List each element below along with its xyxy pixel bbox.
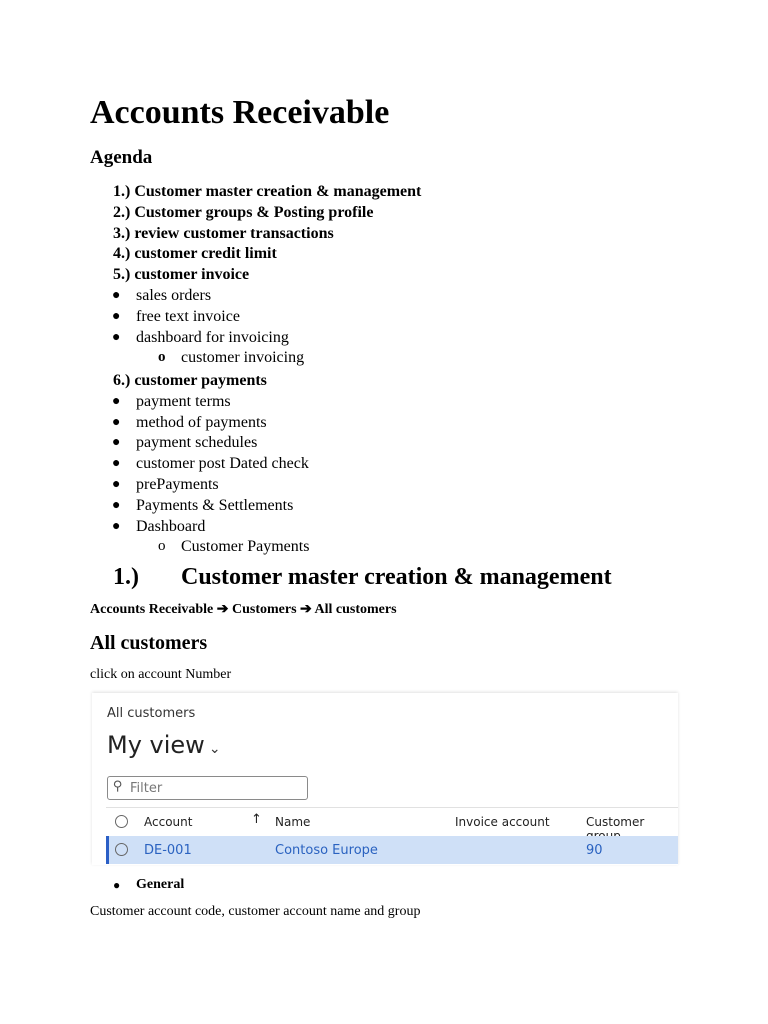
- all-customers-heading: All customers: [90, 632, 208, 654]
- bullet-marker: ●: [112, 393, 121, 409]
- section-number: 1.): [113, 564, 139, 590]
- customer-group-link[interactable]: 90: [586, 843, 603, 858]
- column-header-customer-group[interactable]: Customer: [586, 815, 645, 829]
- filter-placeholder: Filter: [130, 781, 163, 796]
- column-header-name[interactable]: Name: [275, 815, 311, 829]
- column-header-invoice-account[interactable]: Invoice account: [455, 815, 550, 829]
- agenda-bullet-item-text: method of payments: [136, 413, 267, 431]
- customer-name-link[interactable]: Contoso Europe: [275, 843, 378, 858]
- view-selector[interactable]: [107, 731, 221, 759]
- agenda-bullet-item-text: sales orders: [136, 287, 212, 304]
- selected-row-marker: [106, 836, 109, 864]
- select-all-radio[interactable]: [115, 815, 128, 828]
- view-title: My view: [107, 731, 205, 759]
- chevron-down-icon: ⌄: [208, 741, 221, 757]
- bullet-marker: ●: [112, 329, 121, 345]
- grid-header: [106, 807, 678, 837]
- agenda-numbered-item-text: 6.) customer payments: [113, 372, 267, 389]
- agenda-bullet-item-text: free text invoice: [136, 307, 240, 325]
- agenda-bullet-item-text: payment schedules: [136, 434, 258, 452]
- bullet-marker: ●: [112, 288, 121, 303]
- bullet-marker: ●: [113, 878, 121, 892]
- bullet-marker: ●: [112, 477, 121, 492]
- agenda-numbered-item-text: 3.) review customer transactions: [113, 224, 334, 242]
- agenda-bullet-item-text: Payments & Settlements: [136, 496, 294, 514]
- sort-ascending-icon[interactable]: ↑: [251, 812, 262, 827]
- agenda-sub-item-text: Customer Payments: [181, 538, 310, 556]
- agenda-bullet-item-text: dashboard for invoicing: [136, 328, 289, 346]
- screenshot-breadcrumb[interactable]: All customers: [107, 706, 196, 721]
- column-header-account[interactable]: Account: [144, 815, 193, 829]
- bullet-marker: ●: [112, 308, 121, 324]
- general-description: Customer account code, customer account name and group: [90, 904, 421, 919]
- search-icon: ⚲: [113, 779, 123, 794]
- agenda-bullet-item-text: customer post Dated check: [136, 455, 309, 473]
- agenda-numbered-item-text: 2.) Customer groups & Posting profile: [113, 203, 374, 221]
- section-title: Customer master creation & management: [181, 564, 612, 590]
- sub-bullet-marker: o: [158, 538, 166, 555]
- filter-input[interactable]: [107, 776, 308, 800]
- all-customers-screenshot: [92, 693, 678, 865]
- navigation-path: Accounts Receivable ➔ Customers ➔ All customers: [90, 602, 397, 617]
- bullet-marker: ●: [112, 435, 121, 451]
- general-label: General: [136, 877, 185, 892]
- agenda-bullet-item-text: payment terms: [136, 392, 231, 410]
- agenda-bullet-item-text: prePayments: [136, 476, 219, 493]
- bullet-marker: ●: [112, 497, 121, 513]
- account-link[interactable]: DE-001: [144, 843, 192, 858]
- table-row[interactable]: [106, 836, 678, 864]
- document-title: Accounts Receivable: [90, 94, 390, 131]
- agenda-sub-item-text: customer invoicing: [181, 349, 305, 367]
- agenda-numbered-item-text: 4.) customer credit limit: [113, 245, 277, 263]
- row-select-radio[interactable]: [115, 843, 128, 856]
- agenda-numbered-item-text: 1.) Customer master creation & management: [113, 183, 422, 200]
- agenda-bullet-item-text: Dashboard: [136, 517, 206, 535]
- sub-bullet-marker: o: [158, 349, 166, 366]
- bullet-marker: ●: [112, 456, 121, 472]
- agenda-numbered-item-text: 5.) customer invoice: [113, 266, 250, 284]
- bullet-marker: ●: [112, 518, 121, 534]
- bullet-marker: ●: [112, 414, 121, 430]
- instruction-note: click on account Number: [90, 667, 232, 682]
- agenda-heading: Agenda: [90, 147, 153, 168]
